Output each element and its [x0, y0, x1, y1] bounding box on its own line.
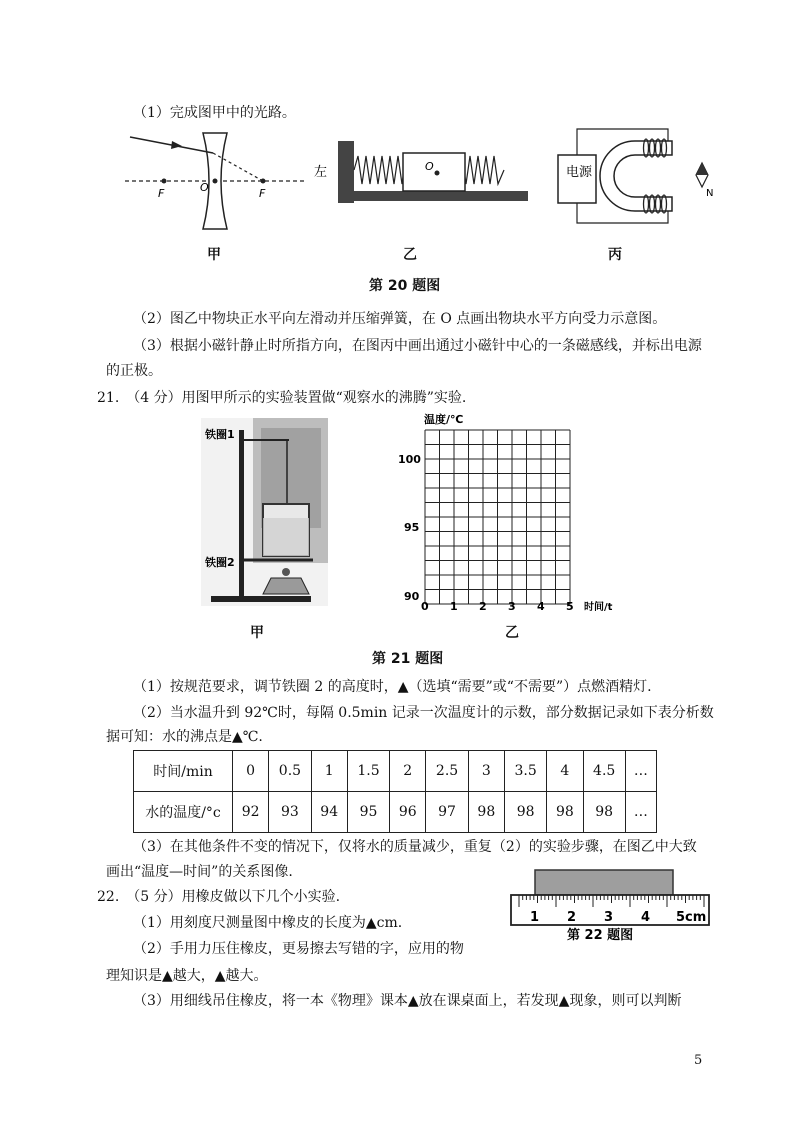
stand-base [211, 596, 311, 602]
alcohol-lamp [263, 578, 309, 594]
q21-data-table [133, 750, 657, 833]
svg-text:5: 5 [566, 600, 574, 613]
svg-text:铁圈1: 铁圈1 [205, 428, 235, 441]
ray-arrow [171, 141, 182, 149]
svg-text:95: 95 [404, 521, 420, 534]
svg-text:3: 3 [508, 600, 516, 613]
svg-text:4: 4 [537, 600, 545, 613]
q20-label-yi: 乙 [403, 247, 417, 263]
q21-caption: 第 21 题图 [372, 651, 444, 667]
q22-title: 22. （5 分）用橡皮做以下几个小实验. [97, 889, 341, 905]
svg-text:第 22 题图: 第 22 题图 [567, 928, 634, 941]
svg-text:5cm: 5cm [676, 910, 707, 925]
svg-text:电源: 电源 [566, 165, 593, 180]
q21-part3-line1: （3）在其他条件不变的情况下，仅将水的质量减少，重复（2）的实验步骤，在图乙中大致 [133, 839, 697, 855]
svg-text:1: 1 [530, 910, 540, 925]
svg-text:2: 2 [479, 600, 487, 613]
floor [338, 191, 528, 201]
svg-text:O: O [200, 181, 209, 194]
q21-part3-line2: 画出“温度—时间”的关系图像. [106, 864, 293, 880]
q20-figure-yi [312, 133, 537, 213]
table-row: 水的温度/°c 92 93 94 95 96 97 98 98 98 98 … [134, 792, 657, 833]
q22-part3: （3）用细线吊住橡皮，将一本《物理》课本▲放在课桌面上，若发现▲现象，则可以判断 [133, 993, 682, 1009]
q20-part2: （2）图乙中物块正水平向左滑动并压缩弹簧，在 O 点画出物块水平方向受力示意图。 [133, 311, 667, 327]
stand-rod [239, 430, 244, 600]
svg-text:O: O [425, 160, 434, 173]
q21-part1: （1）按规范要求，调节铁圈 2 的高度时，▲（选填“需要”或“不需要”）点燃酒精灯. [133, 679, 652, 695]
q21-figure-yi-graph [390, 410, 645, 618]
svg-text:0: 0 [421, 600, 429, 613]
svg-text:N: N [706, 188, 714, 199]
svg-text:温度/℃: 温度/℃ [424, 413, 464, 426]
q20-part1: （1）完成图甲中的光路。 [133, 105, 296, 121]
q21-title: 21. （4 分）用图甲所示的实验装置做“观察水的沸腾”实验. [97, 390, 467, 406]
q22-part2-line1: （2）手用力压住橡皮，更易擦去写错的字，应用的物 [133, 941, 464, 957]
svg-text:左: 左 [314, 165, 328, 180]
q20-part3-line1: （3）根据小磁针静止时所指方向，在图丙中画出通过小磁针中心的一条磁感线，并标出电源 [133, 338, 702, 354]
svg-text:F: F [259, 187, 266, 200]
svg-text:F: F [158, 187, 165, 200]
svg-text:2: 2 [567, 910, 577, 925]
svg-text:90: 90 [404, 590, 420, 603]
svg-text:铁圈2: 铁圈2 [205, 556, 235, 569]
block [403, 153, 465, 191]
q20-label-bing: 丙 [608, 247, 622, 263]
table-row: 时间/min 0 0.5 1 1.5 2 2.5 3 3.5 4 4.5 … [134, 751, 657, 792]
q21-part2-line1: （2）当水温升到 92℃时，每隔 0.5min 记录一次温度计的示数，部分数据记录如下表分析数 [133, 705, 714, 721]
svg-text:时间/t: 时间/t [584, 602, 613, 613]
eraser [535, 870, 673, 895]
svg-text:1: 1 [450, 600, 458, 613]
q22-part2-line2: 理知识是▲越大，▲越大。 [106, 968, 268, 984]
q20-label-jia: 甲 [207, 247, 221, 263]
q21-part2-line2: 据可知：水的沸点是▲℃. [106, 729, 263, 745]
q21-label-jia: 甲 [250, 625, 264, 641]
q21-label-yi: 乙 [505, 625, 519, 641]
page-number: 5 [694, 1053, 703, 1068]
q21-figure-jia [201, 418, 328, 606]
q22-part1: （1）用刻度尺测量图中橡皮的长度为▲cm. [133, 915, 403, 931]
q20-part3-line2: 的正极。 [106, 363, 162, 379]
svg-text:3: 3 [604, 910, 614, 925]
q22-ruler-figure [507, 863, 713, 941]
q20-figure-jia [120, 125, 310, 235]
q20-caption: 第 20 题图 [369, 278, 441, 294]
svg-text:4: 4 [641, 910, 651, 925]
svg-text:100: 100 [398, 453, 421, 466]
q20-figure-bing [550, 123, 725, 228]
